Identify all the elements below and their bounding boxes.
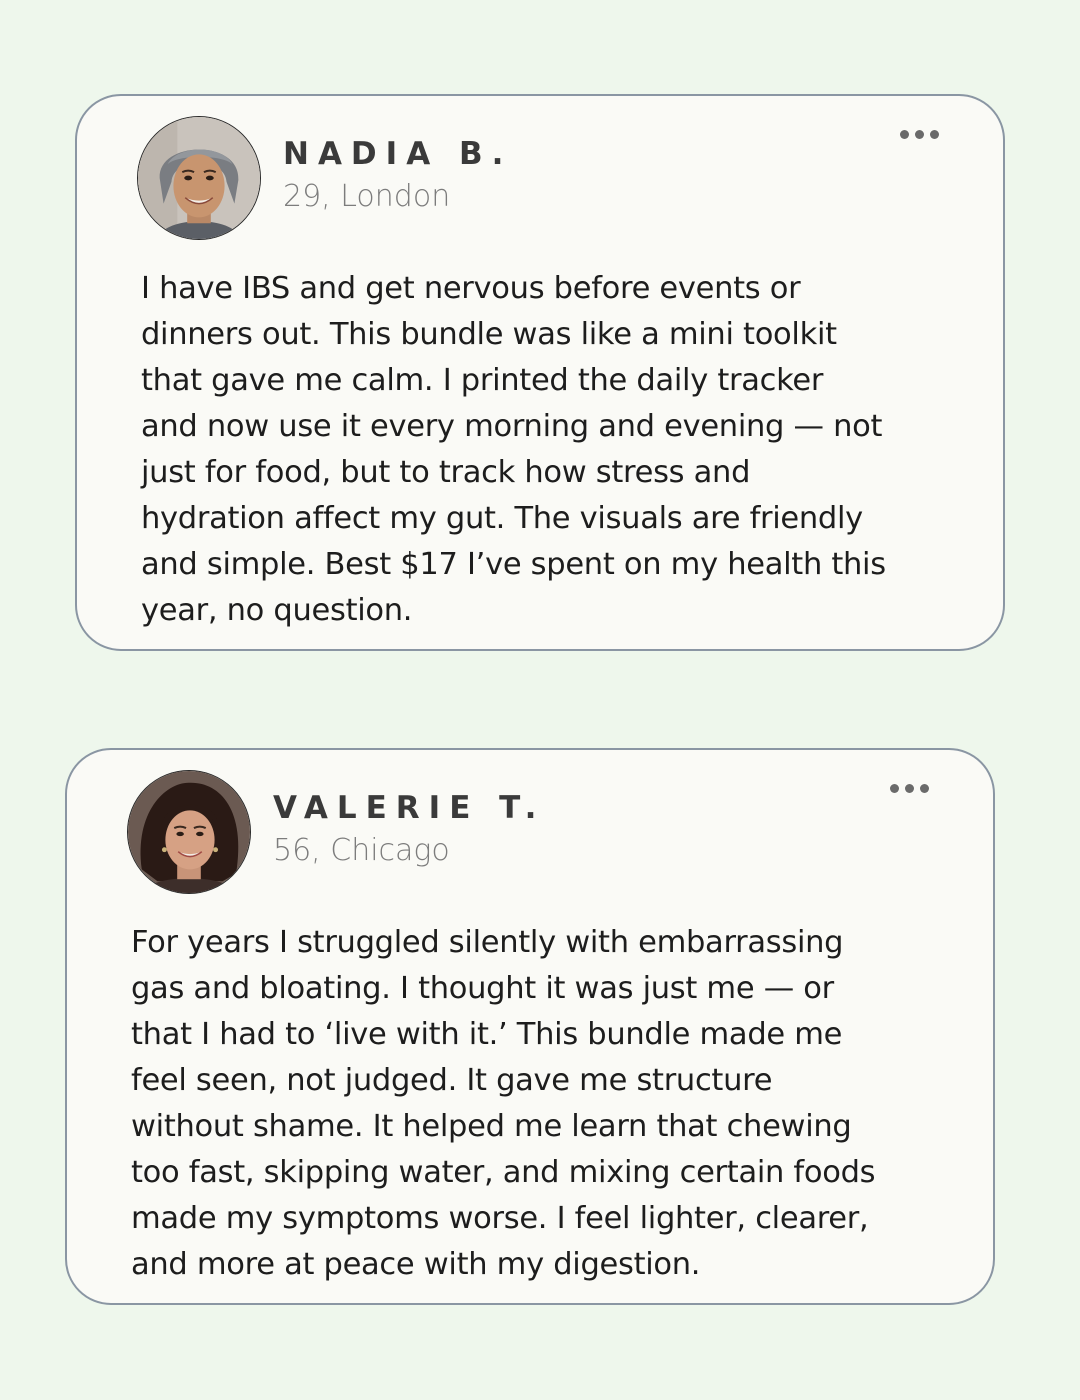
review-text (131, 920, 961, 1288)
avatar (127, 770, 251, 894)
review-line: that I had to ‘live with it.’ This bundle made me (131, 1017, 843, 1052)
review-line: and simple. Best $17 I’ve spent on my health this (141, 547, 886, 582)
review-line: For years I struggled silently with embarrassing (131, 925, 844, 960)
review-line: I have IBS and get nervous before events or (141, 271, 801, 306)
reviewer-name: NADIA B. (283, 136, 513, 172)
avatar (137, 116, 261, 240)
reviewer-name: VALERIE T. (273, 790, 546, 826)
review-line: just for food, but to track how stress and (141, 455, 751, 490)
review-line: that gave me calm. I printed the daily tracker (141, 363, 824, 398)
more-options-icon[interactable] (900, 130, 939, 139)
more-options-icon[interactable] (890, 784, 929, 793)
review-line: year, no question. (141, 593, 413, 628)
review-card (75, 94, 1005, 651)
review-line: made my symptoms worse. I feel lighter, clearer, (131, 1201, 869, 1236)
reviewer-meta: 29, London (283, 179, 451, 214)
review-line: too fast, skipping water, and mixing certain foods (131, 1155, 876, 1190)
review-line: without shame. It helped me learn that chewing (131, 1109, 852, 1144)
review-line: dinners out. This bundle was like a mini toolkit (141, 317, 837, 352)
review-text (141, 266, 971, 634)
avatar-photo (138, 117, 260, 239)
avatar-photo (128, 771, 250, 893)
review-line: and more at peace with my digestion. (131, 1247, 701, 1282)
review-line: gas and bloating. I thought it was just me — or (131, 971, 834, 1006)
review-line: feel seen, not judged. It gave me structure (131, 1063, 773, 1098)
review-line: and now use it every morning and evening — not (141, 409, 883, 444)
review-line: hydration affect my gut. The visuals are friendly (141, 501, 863, 536)
review-card (65, 748, 995, 1305)
reviewer-meta: 56, Chicago (273, 833, 450, 868)
